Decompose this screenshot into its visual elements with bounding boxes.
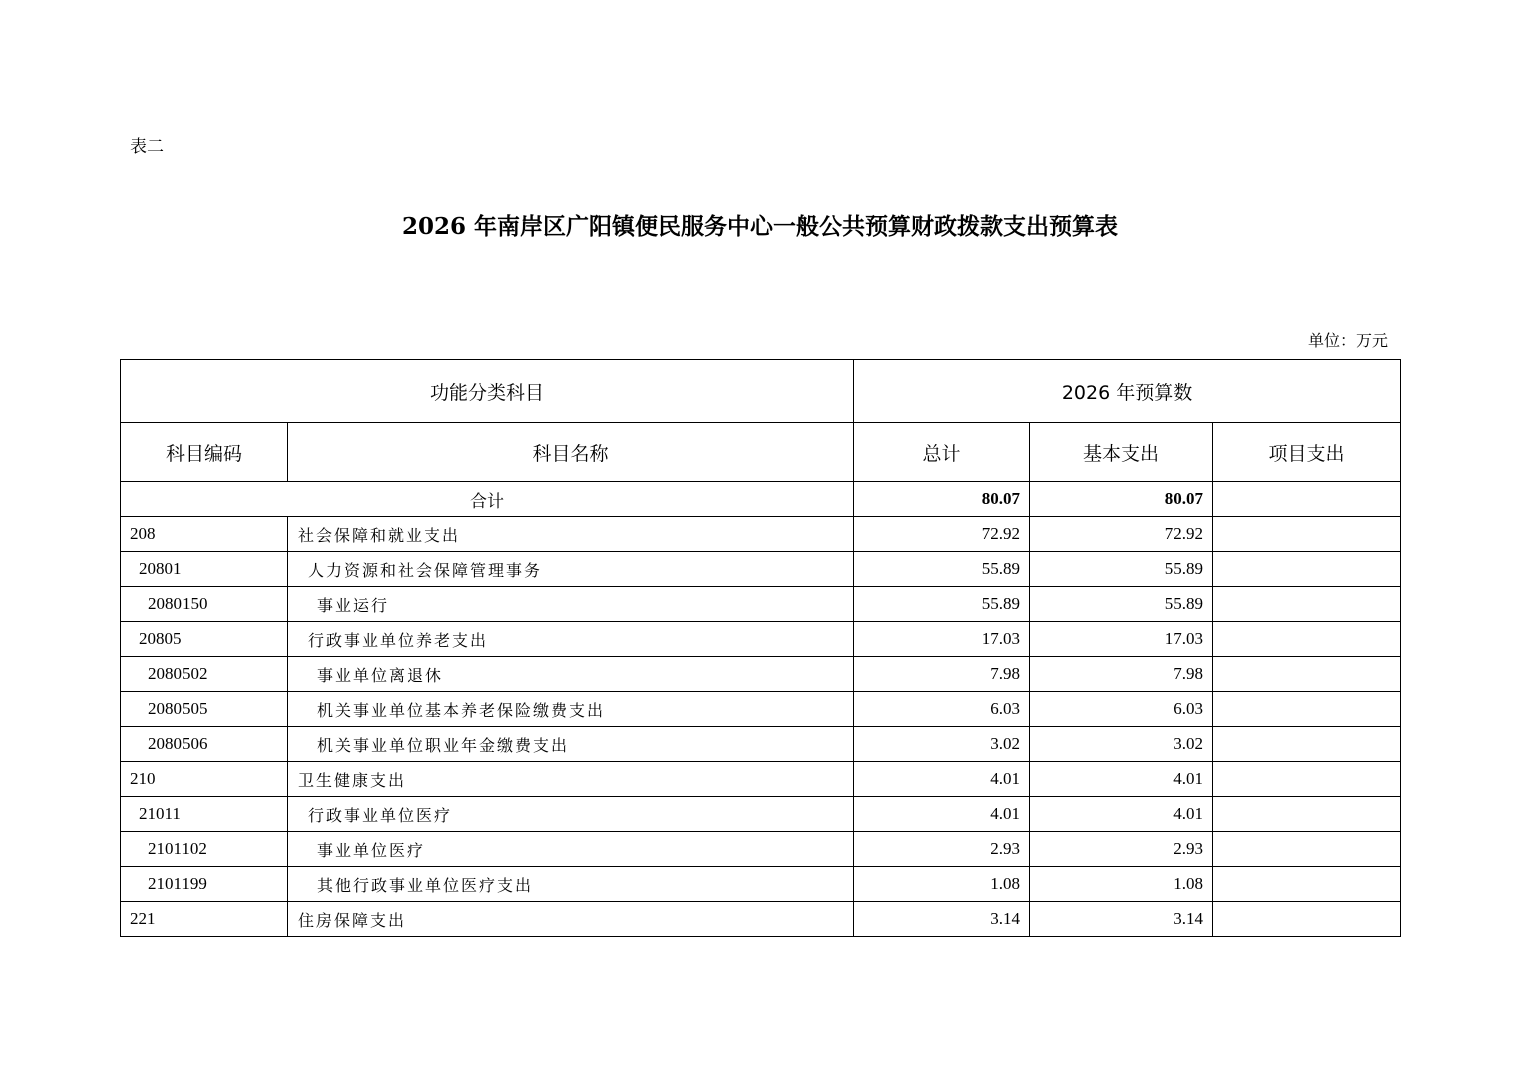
subject-code-cell: 20801	[121, 552, 288, 587]
subject-name-cell: 事业运行	[288, 587, 854, 622]
total-cell: 55.89	[854, 552, 1030, 587]
table-row	[121, 622, 1401, 657]
header-row-group	[121, 360, 1401, 423]
total-cell: 4.01	[854, 762, 1030, 797]
subject-code-cell: 20805	[121, 622, 288, 657]
unit-label: 单位：万元	[1307, 331, 1388, 350]
total-label: 合计	[121, 482, 854, 517]
subject-code-cell: 210	[121, 762, 288, 797]
table-label: 表二	[130, 137, 164, 157]
header-subject-name: 科目名称	[288, 423, 854, 482]
table-row	[121, 902, 1401, 937]
header-project-expenditure: 项目支出	[1213, 423, 1401, 482]
basic-expenditure-cell: 7.98	[1030, 657, 1213, 692]
total-cell: 17.03	[854, 622, 1030, 657]
basic-expenditure-cell: 72.92	[1030, 517, 1213, 552]
subject-code-cell: 2080150	[121, 587, 288, 622]
subject-name-cell: 其他行政事业单位医疗支出	[288, 867, 854, 902]
basic-expenditure-cell: 55.89	[1030, 587, 1213, 622]
subject-name-cell: 卫生健康支出	[288, 762, 854, 797]
total-cell: 55.89	[854, 587, 1030, 622]
header-functional-category: 功能分类科目	[121, 360, 854, 423]
budget-table	[120, 359, 1401, 937]
total-row	[121, 482, 1401, 517]
table-row	[121, 797, 1401, 832]
header-basic-expenditure: 基本支出	[1030, 423, 1213, 482]
total-cell: 2.93	[854, 832, 1030, 867]
basic-expenditure-cell: 2.93	[1030, 832, 1213, 867]
subject-code-cell: 2101199	[121, 867, 288, 902]
subject-code-cell: 2080502	[121, 657, 288, 692]
total-cell: 6.03	[854, 692, 1030, 727]
project-expenditure-cell	[1213, 587, 1401, 622]
subject-code-cell: 208	[121, 517, 288, 552]
table-row	[121, 552, 1401, 587]
total-cell: 72.92	[854, 517, 1030, 552]
total-cell: 7.98	[854, 657, 1030, 692]
project-expenditure-cell	[1213, 902, 1401, 937]
table-row	[121, 517, 1401, 552]
project-expenditure-cell	[1213, 552, 1401, 587]
project-expenditure-cell	[1213, 727, 1401, 762]
subject-name-cell: 人力资源和社会保障管理事务	[288, 552, 854, 587]
subject-name-cell: 机关事业单位基本养老保险缴费支出	[288, 692, 854, 727]
subject-code-cell: 2080505	[121, 692, 288, 727]
header-total: 总计	[854, 423, 1030, 482]
basic-expenditure-cell: 3.02	[1030, 727, 1213, 762]
project-expenditure-cell	[1213, 762, 1401, 797]
subject-code-cell: 2101102	[121, 832, 288, 867]
subject-name-cell: 社会保障和就业支出	[288, 517, 854, 552]
project-expenditure-cell	[1213, 692, 1401, 727]
subject-name-cell: 机关事业单位职业年金缴费支出	[288, 727, 854, 762]
subject-name-cell: 事业单位离退休	[288, 657, 854, 692]
total-cell: 3.02	[854, 727, 1030, 762]
basic-expenditure-cell: 3.14	[1030, 902, 1213, 937]
basic-expenditure-cell: 55.89	[1030, 552, 1213, 587]
project-expenditure-cell	[1213, 657, 1401, 692]
subject-name-cell: 事业单位医疗	[288, 832, 854, 867]
subject-name-cell: 行政事业单位养老支出	[288, 622, 854, 657]
basic-expenditure-cell: 17.03	[1030, 622, 1213, 657]
total-cell: 4.01	[854, 797, 1030, 832]
page-title: 2026 年南岸区广阳镇便民服务中心一般公共预算财政拨款支出预算表	[401, 213, 1119, 240]
table-row	[121, 657, 1401, 692]
table-row	[121, 587, 1401, 622]
basic-expenditure-cell: 4.01	[1030, 797, 1213, 832]
total-basic-value: 80.07	[1030, 482, 1213, 517]
total-project-value	[1213, 482, 1401, 517]
table-row	[121, 692, 1401, 727]
table-row	[121, 832, 1401, 867]
header-row-columns	[121, 423, 1401, 482]
table-row	[121, 867, 1401, 902]
project-expenditure-cell	[1213, 622, 1401, 657]
project-expenditure-cell	[1213, 797, 1401, 832]
project-expenditure-cell	[1213, 517, 1401, 552]
total-cell: 3.14	[854, 902, 1030, 937]
project-expenditure-cell	[1213, 867, 1401, 902]
basic-expenditure-cell: 1.08	[1030, 867, 1213, 902]
subject-code-cell: 221	[121, 902, 288, 937]
basic-expenditure-cell: 4.01	[1030, 762, 1213, 797]
header-subject-code: 科目编码	[121, 423, 288, 482]
subject-code-cell: 2080506	[121, 727, 288, 762]
subject-code-cell: 21011	[121, 797, 288, 832]
table-row	[121, 727, 1401, 762]
subject-name-cell: 住房保障支出	[288, 902, 854, 937]
subject-name-cell: 行政事业单位医疗	[288, 797, 854, 832]
project-expenditure-cell	[1213, 832, 1401, 867]
basic-expenditure-cell: 6.03	[1030, 692, 1213, 727]
table-body	[121, 482, 1401, 937]
total-value: 80.07	[854, 482, 1030, 517]
total-cell: 1.08	[854, 867, 1030, 902]
table-row	[121, 762, 1401, 797]
header-budget-2026: 2026 年预算数	[854, 360, 1401, 423]
